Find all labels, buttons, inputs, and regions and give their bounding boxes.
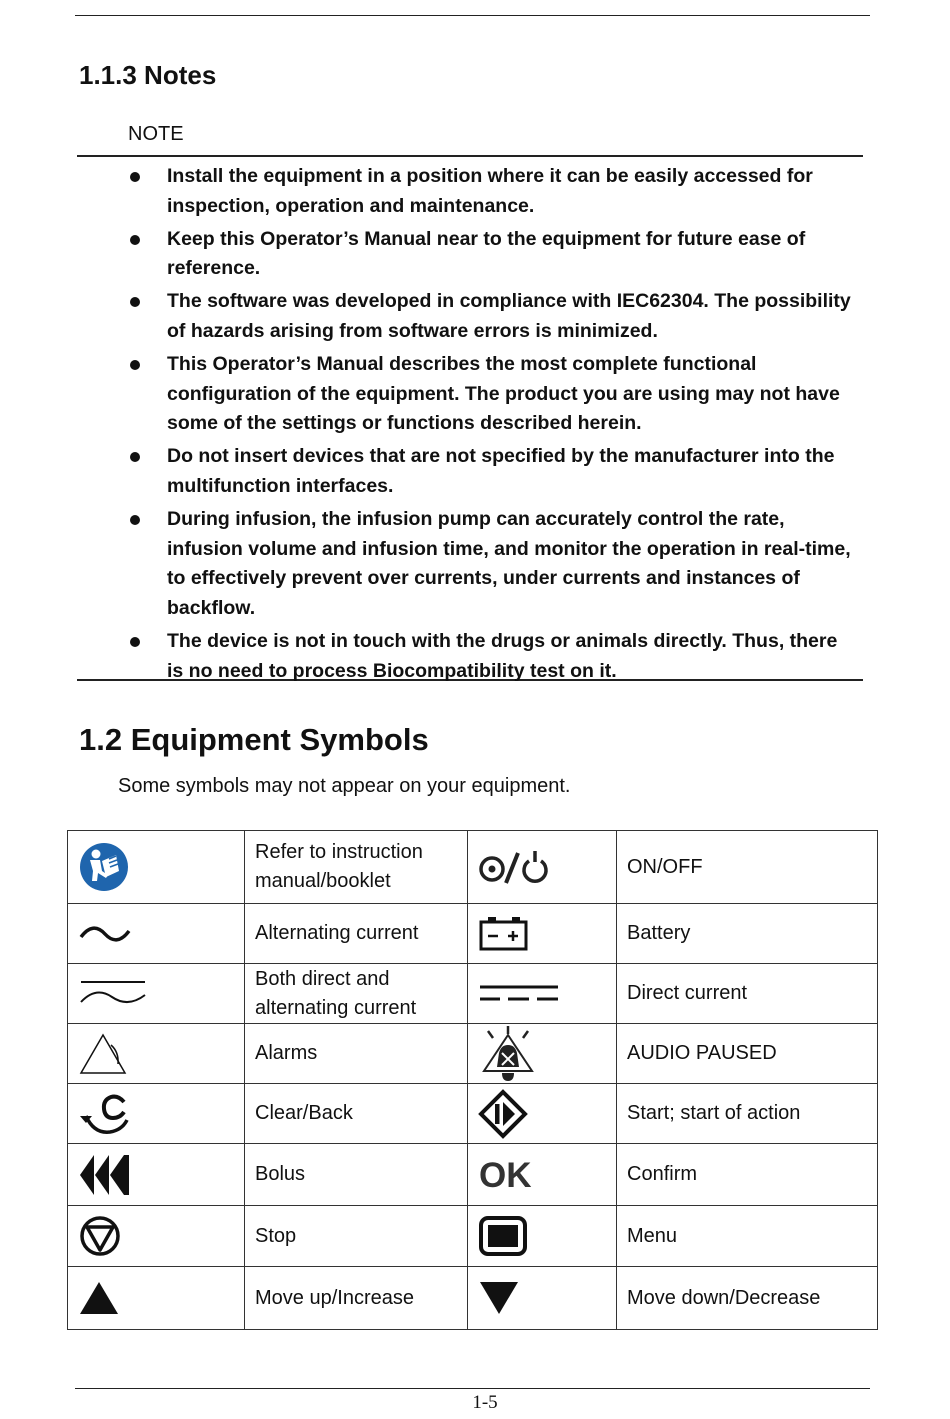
bullet-icon	[130, 172, 140, 182]
table-row	[68, 964, 878, 1024]
on-off-icon	[478, 845, 550, 889]
section-intro: Some symbols may not appear on your equipment.	[118, 775, 571, 797]
table-row	[68, 1144, 878, 1206]
alternating-current-icon	[78, 921, 132, 947]
svg-text:OK: OK	[479, 1155, 532, 1195]
symbol-label: ON/OFF	[617, 831, 878, 904]
bullet-icon	[130, 515, 140, 525]
symbol-label: Move down/Decrease	[617, 1267, 878, 1330]
audio-paused-icon	[478, 1025, 538, 1083]
bolus-icon	[78, 1153, 132, 1197]
bullet-icon	[130, 452, 140, 462]
note-item: The software was developed in compliance with IEC62304. The possibility of hazards arising from software errors is minimized.	[167, 287, 857, 347]
table-row	[68, 1084, 878, 1144]
section-heading-equipment-symbols: 1.2 Equipment Symbols	[79, 722, 429, 757]
symbol-label: Bolus	[245, 1144, 468, 1206]
battery-icon	[478, 916, 530, 952]
bullet-icon	[130, 360, 140, 370]
footer-rule	[75, 1388, 870, 1389]
table-row	[68, 1206, 878, 1267]
symbol-label: AUDIO PAUSED	[617, 1024, 878, 1084]
symbol-label: Clear/Back	[245, 1084, 468, 1144]
note-item: Keep this Operator’s Manual near to the equipment for future ease of reference.	[167, 225, 857, 285]
table-row	[68, 831, 878, 904]
table-row	[68, 1267, 878, 1330]
symbol-label: Refer to instruction manual/booklet	[245, 831, 468, 904]
symbol-label: Move up/Increase	[245, 1267, 468, 1330]
symbol-label: Direct current	[617, 964, 878, 1024]
note-item: During infusion, the infusion pump can accurately control the rate, infusion volume and infusion time, and monitor the operation in real-time, to effectively prevent over currents, under currents and instances of backflow.	[167, 505, 857, 624]
note-item: The device is not in touch with the drugs or animals directly. Thus, there is no need to process Biocompatibility test on it.	[167, 627, 857, 687]
note-box	[77, 155, 863, 681]
bullet-icon	[130, 235, 140, 245]
alarm-icon	[78, 1032, 128, 1076]
symbol-label: Both direct and alternating current	[245, 964, 468, 1024]
clear-back-icon	[78, 1092, 134, 1136]
note-list	[167, 162, 857, 690]
symbol-label: Stop	[245, 1206, 468, 1267]
symbol-label: Start; start of action	[617, 1084, 878, 1144]
menu-icon	[478, 1215, 528, 1257]
header-rule	[75, 15, 870, 16]
table-row	[68, 1024, 878, 1084]
triangle-down-icon	[478, 1280, 520, 1316]
symbol-label: Alarms	[245, 1024, 468, 1084]
instruction-manual-icon	[78, 841, 130, 893]
triangle-up-icon	[78, 1280, 120, 1316]
stop-icon	[78, 1214, 122, 1258]
symbol-label: Battery	[617, 904, 878, 964]
note-item: Do not insert devices that are not specified by the manufacturer into the multifunction interfaces.	[167, 442, 857, 502]
symbols-table	[67, 830, 878, 1330]
symbol-label: Confirm	[617, 1144, 878, 1206]
table-row	[68, 904, 878, 964]
section-heading-notes: 1.1.3 Notes	[79, 60, 217, 90]
note-item: This Operator’s Manual describes the most complete functional configuration of the equipment. The product you are using may not have some of the settings or functions described herein.	[167, 350, 857, 439]
ok-icon	[478, 1155, 538, 1195]
bullet-icon	[130, 297, 140, 307]
bullet-icon	[130, 637, 140, 647]
note-label: NOTE	[128, 123, 184, 145]
note-item: Install the equipment in a position where it can be easily accessed for inspection, operation and maintenance.	[167, 162, 857, 222]
direct-alternating-current-icon	[78, 978, 148, 1010]
symbol-label: Alternating current	[245, 904, 468, 964]
start-action-icon	[478, 1089, 528, 1139]
symbol-label: Menu	[617, 1206, 878, 1267]
page-number: 1-5	[472, 1392, 498, 1413]
direct-current-icon	[478, 982, 560, 1006]
